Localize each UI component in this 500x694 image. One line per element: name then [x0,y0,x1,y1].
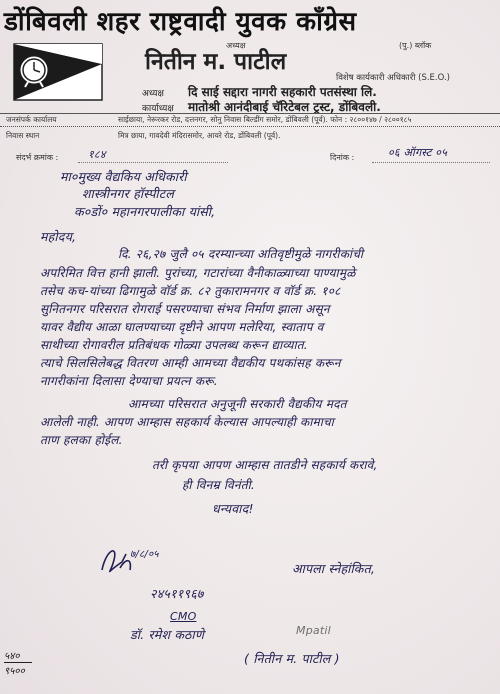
margin-note-bottom: ९५०० [4,666,25,677]
phone-note: २४५११९६७ [150,586,204,601]
body-line-6: साथीच्या रोगावरील प्रतिबंधक गोळ्या उपलब्ध करून द्याव्यात. [40,338,308,352]
residence-address: मित्र छाया, गावदेवी मंदिरासमोर, आयरे रोड, डोंबिवली (पूर्व). [118,131,281,140]
body-line-1: दि. २६,२७ जुलै ०५ दरम्यान्च्या अतिवृष्टीमुळे नागरीकांची [118,247,364,261]
sender-name: ( नितीन म. पाटील ) [244,651,340,666]
reference-line [78,162,228,163]
addressee-line-3: क०डों० महानगरपालीका यांसी, [74,204,216,219]
doctor-name: डॉ. रमेश कठाणे [130,627,205,642]
organization-title: डोंबिवली शहर राष्ट्रवादी युवक काँग्रेस [4,7,357,37]
row1-value-text: दि साई सद्दारा नागरी सहकारी पतसंस्था लि. [188,85,377,99]
president-label: अध्यक्ष [226,41,246,50]
addressee-line-2: शास्त्रीनगर हॉस्पीटल [82,186,175,201]
body-line-13: ही विनम्र विनंती. [182,478,255,492]
office-address: साईछाया, नेरूरकर रोड, दत्तनगर, सोनु निवास बिल्डींग समोर, डोंबिवली (पूर्व). फोन : २८००१४७ / २८००१८५ [118,115,412,124]
officer-sign-date: ७/८/०५ [130,549,159,560]
party-logo-icon [12,42,104,102]
body-line-5: यावर वैद्यीय आळा घालण्याच्या दृष्टीने आपण मलेरिया, स्वाताप व [40,320,324,334]
thanks-text: धन्यवाद! [212,501,254,516]
president-name: नितीन म. पाटील [145,49,287,75]
body-line-3: तसेच कच-यांच्या ढिगामुळे वॉर्ड क्र. ८२ तुकारामनगर व वॉर्ड क्र. १०८ [40,284,341,298]
body-line-4: सुनितनगर परिसरात रोगराई पसरण्याचा संभव निर्माण झाला असून [40,302,330,316]
margin-note-top: ५४० [4,648,32,663]
date-value: ०६ ऑगस्ट ०५ [388,146,448,159]
margin-note [4,648,32,677]
residence-label: निवास स्थान [6,131,40,140]
office-label: जनसंपर्क कार्यालय [6,115,57,124]
date-label: दिनांक : [330,153,355,162]
salutation: महोदय, [40,229,77,244]
address-divider [0,126,500,127]
header-divider [0,113,500,114]
date-line [372,162,490,163]
row2-value-text: मातोश्री आनंदीबाई चॅरिटेबल ट्रस्ट, डोंबिवली. [188,100,381,114]
body-line-9: आमच्या परिसरात अनुजूनी सरकारी वैद्यकीय मदत [128,397,347,411]
body-line-10: आलेली नाही. आपण आम्हास सहकार्य केल्यास आपल्याही कामाचा [40,415,334,429]
reference-label: संदर्भ क्रमांक : [16,153,59,162]
body-line-12: तरी कृपया आपण आम्हास तातडीने सहकार्य करावे, [152,458,378,472]
addressee-line-1: मा०मुख्य वैद्यकिय अधिकारी [60,169,187,184]
body-line-8: नागरीकांना दिलासा देण्याचा प्रयत्न करू. [40,374,218,388]
row2-label: कार्याध्यक्ष [142,104,174,114]
closing-text: आपला स्नेहांकित, [292,561,376,576]
post-label: (पु.) ब्लॉक [399,41,432,50]
reference-number: १८४ [88,148,106,161]
body-line-2: अपरिमित वित्त हानी झाली. पुरांच्या, गटारांच्या वैनीकाळ्याच्या पाण्यामुळे [40,266,356,280]
cmo-label: CMO [170,610,197,623]
body-line-11: ताण हलका होईल. [40,433,123,447]
body-line-7: त्याचे सिलसिलेबद्ध वितरण आम्ही आमच्या वैद्यकीय पथकांसह करून [40,356,341,370]
row1-label: अध्यक्ष [142,89,164,99]
special-officer-label: विशेष कार्यकारी अधिकारी (S.E.O.) [336,73,450,83]
sender-signature: Mpatil [296,624,331,637]
